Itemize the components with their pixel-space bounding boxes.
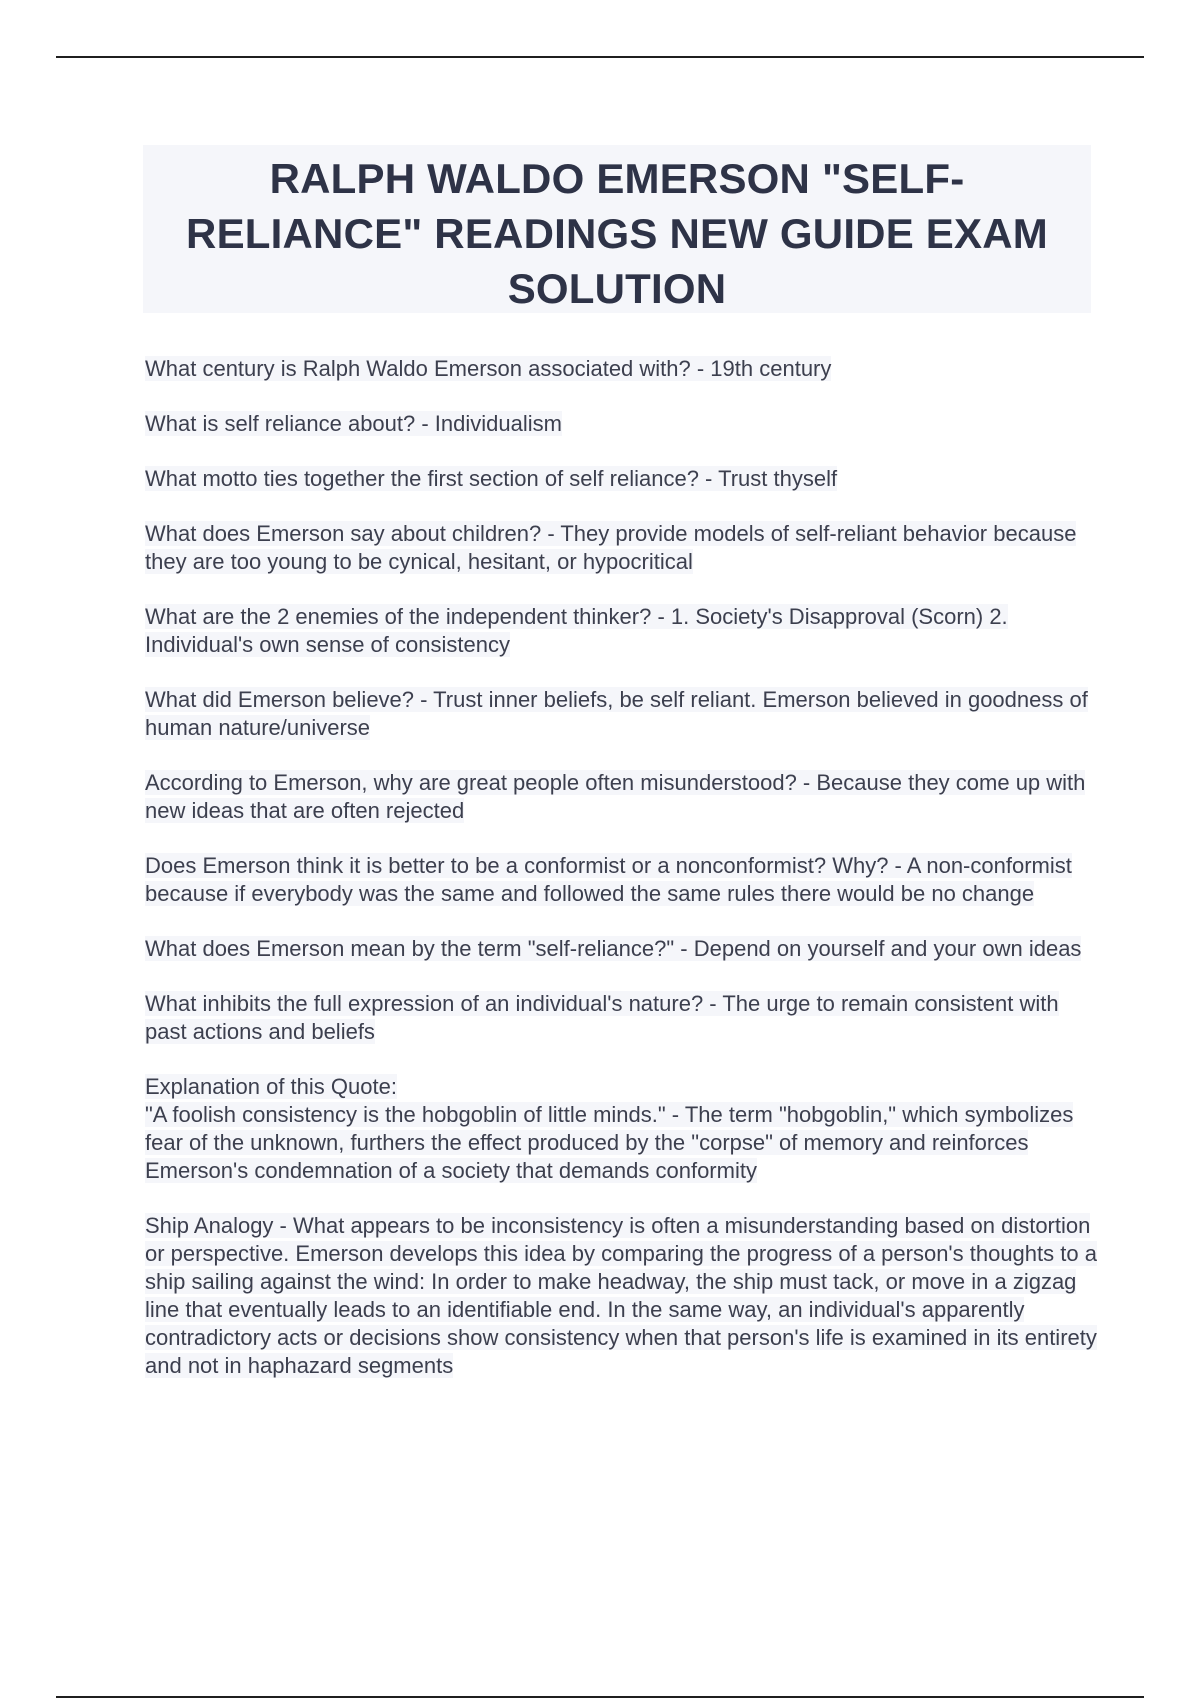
qa-item (145, 686, 1100, 742)
qa-text: What century is Ralph Waldo Emerson associated with? - 19th century (145, 356, 832, 381)
qa-prefix: Explanation of this Quote: (145, 1074, 397, 1099)
qa-list (145, 355, 1100, 1407)
qa-text: What is self reliance about? - Individualism (145, 411, 562, 436)
qa-item (145, 1212, 1100, 1380)
qa-item (145, 465, 1100, 493)
qa-text: According to Emerson, why are great people often misunderstood? - Because they come up with new ideas that are often rejected (145, 770, 1086, 823)
qa-item (145, 935, 1100, 963)
qa-text: Does Emerson think it is better to be a conformist or a nonconformist? Why? - A non-conformist because if everybody was the same and followed the same rules there would be no change (145, 853, 1072, 906)
qa-text: "A foolish consistency is the hobgoblin of little minds." - The term "hobgoblin," which symbolizes fear of the unknown, furthers the effect produced by the "corpse" of memory and reinforces Emerson's condemnation of a society that demands conformity (145, 1102, 1074, 1183)
qa-item (145, 520, 1100, 576)
qa-item (145, 990, 1100, 1046)
qa-text: What does Emerson mean by the term "self-reliance?" - Depend on yourself and your own ideas (145, 936, 1082, 961)
qa-text: What does Emerson say about children? - They provide models of self-reliant behavior because they are too young to be cynical, hesitant, or hypocritical (145, 521, 1077, 574)
qa-item (145, 769, 1100, 825)
qa-text: What are the 2 enemies of the independent thinker? - 1. Society's Disapproval (Scorn) 2. Individual's own sense of consistency (145, 604, 1008, 657)
qa-item (145, 355, 1100, 383)
document-title: RALPH WALDO EMERSON "SELF-RELIANCE" READINGS NEW GUIDE EXAM SOLUTION (186, 155, 1048, 312)
qa-text: Ship Analogy - What appears to be inconsistency is often a misunderstanding based on distortion or perspective. Emerson develops this idea by comparing the progress of a person's thoughts to a ship sailing against the wind: In order to make headway, the ship must tack, or move in a zigzag line that eventually leads to an identifiable end. In the same way, an individual's apparently contradictory acts or decisions show consistency when that person's life is examined in its entirety and not in haphazard segments (145, 1213, 1097, 1378)
qa-item (145, 410, 1100, 438)
qa-text: What inhibits the full expression of an individual's nature? - The urge to remain consistent with past actions and beliefs (145, 991, 1059, 1044)
title-box (143, 145, 1091, 313)
qa-text: What did Emerson believe? - Trust inner beliefs, be self reliant. Emerson believed in goodness of human nature/universe (145, 687, 1088, 740)
qa-text: What motto ties together the first section of self reliance? - Trust thyself (145, 466, 838, 491)
qa-item (145, 852, 1100, 908)
top-rule (56, 56, 1144, 58)
bottom-rule (56, 1696, 1144, 1698)
qa-item (145, 603, 1100, 659)
qa-item (145, 1073, 1100, 1185)
